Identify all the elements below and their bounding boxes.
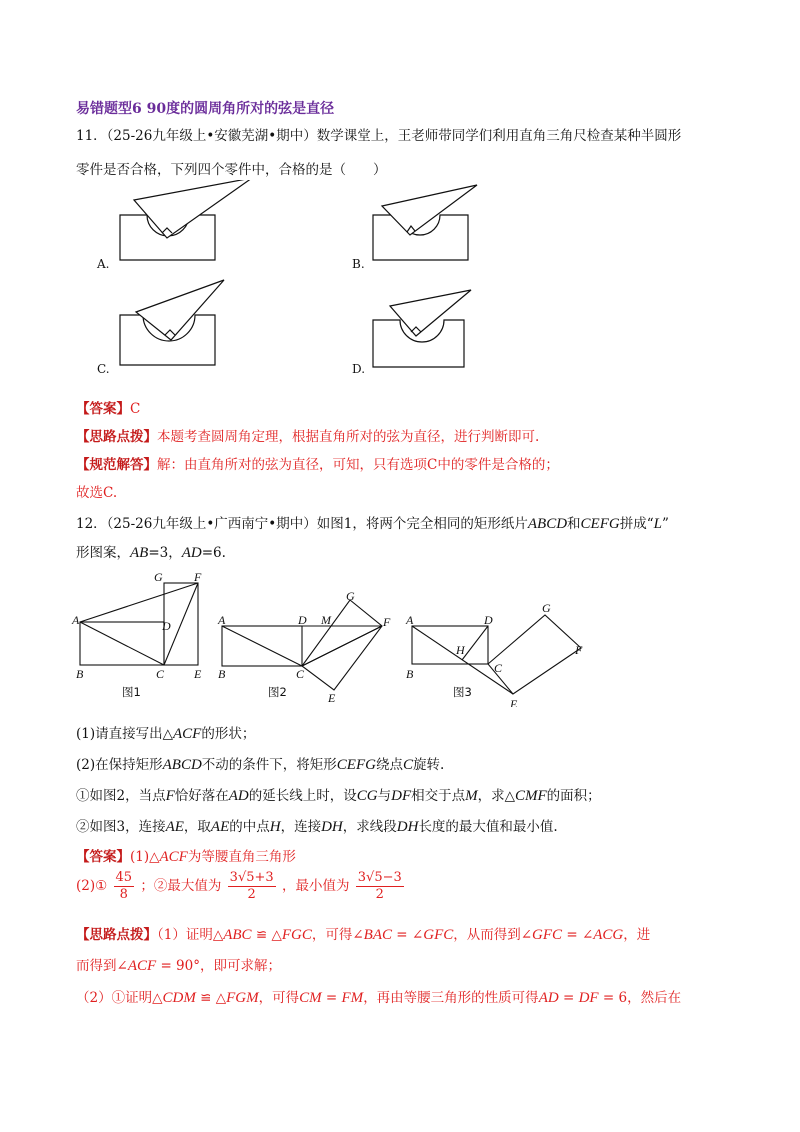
q12-hint-line3: （2）①证明△CDM ≌ △FGM，可得CM = FM，再由等腰三角形的性质可得AD = DF = 6，然后在	[76, 990, 682, 1006]
q11-stem-line2: 零件是否合格，下列四个零件中，合格的是（ ）	[76, 162, 387, 178]
svg-text:M: M	[321, 613, 331, 627]
section-title: 易错题型6 90度的圆周角所对的弦是直径	[76, 101, 335, 117]
fraction-min: $\frac{3√5-3}{2}$	[357, 870, 402, 902]
q12-stem-line1: 12．（25-26九年级上•广西南宁•期中）如图1，将两个完全相同的矩形纸片ABCD和CEFG拼成“L”	[76, 516, 669, 532]
svg-text:A: A	[406, 613, 414, 627]
svg-text:图1: 图1	[122, 685, 141, 699]
fig3-rect-cefg	[488, 615, 581, 694]
svg-text:B: B	[76, 667, 84, 681]
option-c-label: C.	[97, 362, 110, 376]
q11-solution: 【规范解答】解：由直角所对的弦为直径，可知，只有选项C中的零件是合格的；	[76, 457, 559, 473]
svg-text:G: G	[346, 589, 355, 603]
svg-text:G: G	[542, 601, 551, 615]
svg-text:图2: 图2	[268, 685, 287, 699]
q11-solution-end: 故选C.	[76, 485, 118, 501]
svg-text:H: H	[456, 643, 465, 657]
svg-text:F: F	[575, 643, 583, 657]
q12-figures	[70, 572, 590, 707]
svg-text:C: C	[156, 667, 165, 681]
svg-text:B: B	[218, 667, 226, 681]
q12-stem-line2: 形图案，AB=3，AD=6.	[76, 545, 226, 561]
svg-text:C: C	[494, 661, 503, 675]
option-a-label: A.	[97, 257, 110, 271]
fig2-rect-cefg	[302, 600, 382, 690]
q12-answer: 【答案】(1)△ACF为等腰直角三角形	[76, 849, 296, 865]
fig3-rect-abcd	[412, 626, 488, 664]
option-d-label: D.	[352, 362, 366, 376]
svg-text:A: A	[72, 613, 80, 627]
svg-text:A: A	[218, 613, 226, 627]
svg-text:G: G	[154, 572, 163, 584]
q11-hint: 【思路点拨】本题考查圆周角定理，根据直角所对的弦为直径，进行判断即可.	[76, 429, 540, 445]
fraction-max: $\frac{3√5+3}{2}$	[229, 870, 274, 902]
option-a-setsquare	[134, 180, 252, 238]
q11-stem-line1: 11．（25-26九年级上•安徽芜湖•期中）数学课堂上，王老师带同学们利用直角三角尺检查某种半圆形	[76, 128, 682, 144]
svg-text:E: E	[194, 667, 202, 681]
fraction-45-8: $\frac{45}{8}$	[115, 870, 133, 902]
option-b-label: B.	[352, 257, 365, 271]
svg-text:F: F	[194, 572, 202, 584]
option-b-setsquare	[382, 185, 477, 235]
q12-hint-line1: 【思路点拨】（1）证明△ABC ≌ △FGC，可得∠BAC = ∠GFC，从而得到∠GFC = ∠ACG，进	[76, 927, 651, 943]
q12-part2: (2)在保持矩形ABCD不动的条件下，将矩形CEFG绕点C旋转.	[76, 757, 445, 773]
svg-text:E: E	[510, 697, 518, 707]
svg-text:F: F	[383, 615, 391, 629]
svg-text:图3: 图3	[453, 685, 472, 699]
q12-part1: (1)请直接写出△ACF的形状；	[76, 726, 256, 742]
q12-part2-1: ①如图2，当点F恰好落在AD的延长线上时，设CG与DF相交于点M，求△CMF的面积；	[76, 788, 601, 804]
svg-text:E: E	[328, 691, 336, 705]
svg-text:D: D	[298, 613, 307, 627]
svg-text:B: B	[406, 667, 414, 681]
q12-part2-2: ②如图3，连接AE，取AE的中点H，连接DH，求线段DH长度的最大值和最小值.	[76, 819, 558, 835]
q11-answer: 【答案】C	[76, 401, 141, 417]
svg-text:C: C	[296, 667, 305, 681]
svg-text:D: D	[484, 613, 493, 627]
svg-text:D: D	[162, 619, 171, 633]
q12-hint-line2: 而得到∠ACF = 90°，即可求解；	[76, 958, 281, 974]
q12-answer-part2: (2)① $\frac{45}{8}$ ；②最大值为 $\frac{3√5+3}{2}$ ，最小值为 $\frac{3√5-3}{2}$	[76, 870, 402, 902]
q11-option-figures	[90, 180, 710, 380]
